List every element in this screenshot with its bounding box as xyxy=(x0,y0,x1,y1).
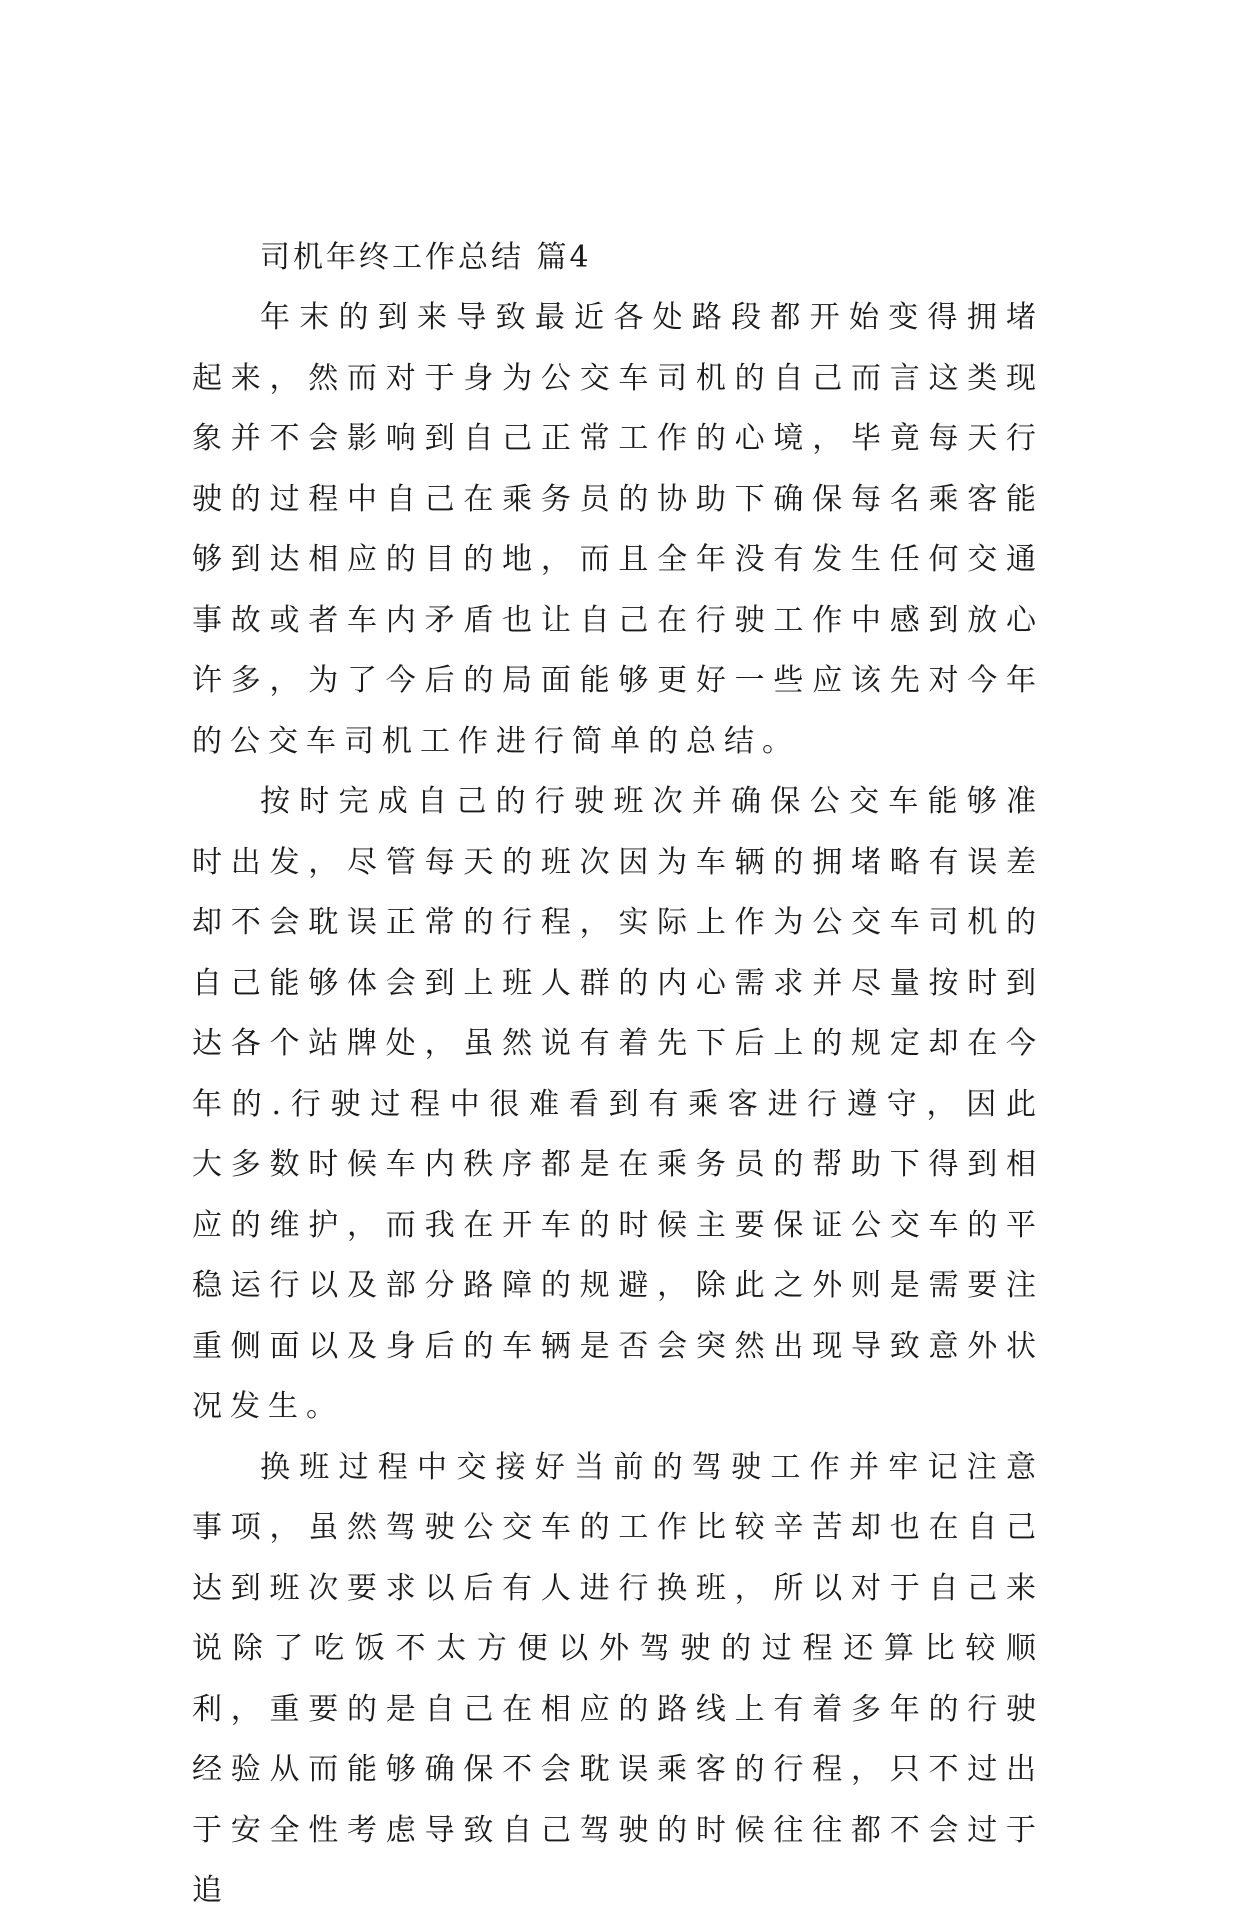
paragraph-1: 年末的到来导致最近各处路段都开始变得拥堵起来，然而对于身为公交车司机的自己而言这类现象并不会影响到自己正常工作的心境，毕竟每天行驶的过程中自己在乘务员的协助下确保每名乘客能够到达相应的目的地，而且全年没有发生任何交通事故或者车内矛盾也让自己在行驶工作中感到放心许多，为了今后的局面能够更好一些应该先对今年的公交车司机工作进行简单的总结。 xyxy=(192,300,1044,759)
paragraph-3: 换班过程中交接好当前的驾驶工作并牢记注意事项，虽然驾驶公交车的工作比较辛苦却也在自己达到班次要求以后有人进行换班，所以对于自己来说除了吃饭不太方便以外驾驶的过程还算比较顺利，重要的是自己在相应的路线上有着多年的行驶经验从而能够确保不会耽误乘客的行程，只不过出于安全性考虑导致自己驾驶的时候往往都不会过于追 xyxy=(192,1449,1044,1908)
document-heading: 司机年终工作总结 篇4 xyxy=(260,240,592,275)
document-body xyxy=(192,228,1044,1922)
paragraph-2: 按时完成自己的行驶班次并确保公交车能够准时出发，尽管每天的班次因为车辆的拥堵略有误差却不会耽误正常的行程，实际上作为公交车司机的自己能够体会到上班人群的内心需求并尽量按时到达各个站牌处，虽然说有着先下后上的规定却在今年的.行驶过程中很难看到有乘客进行遵守，因此大多数时候车内秩序都是在乘务员的帮助下得到相应的维护，而我在开车的时候主要保证公交车的平稳运行以及部分路障的规避，除此之外则是需要注重侧面以及身后的车辆是否会突然出现导致意外状况发生。 xyxy=(192,784,1044,1424)
